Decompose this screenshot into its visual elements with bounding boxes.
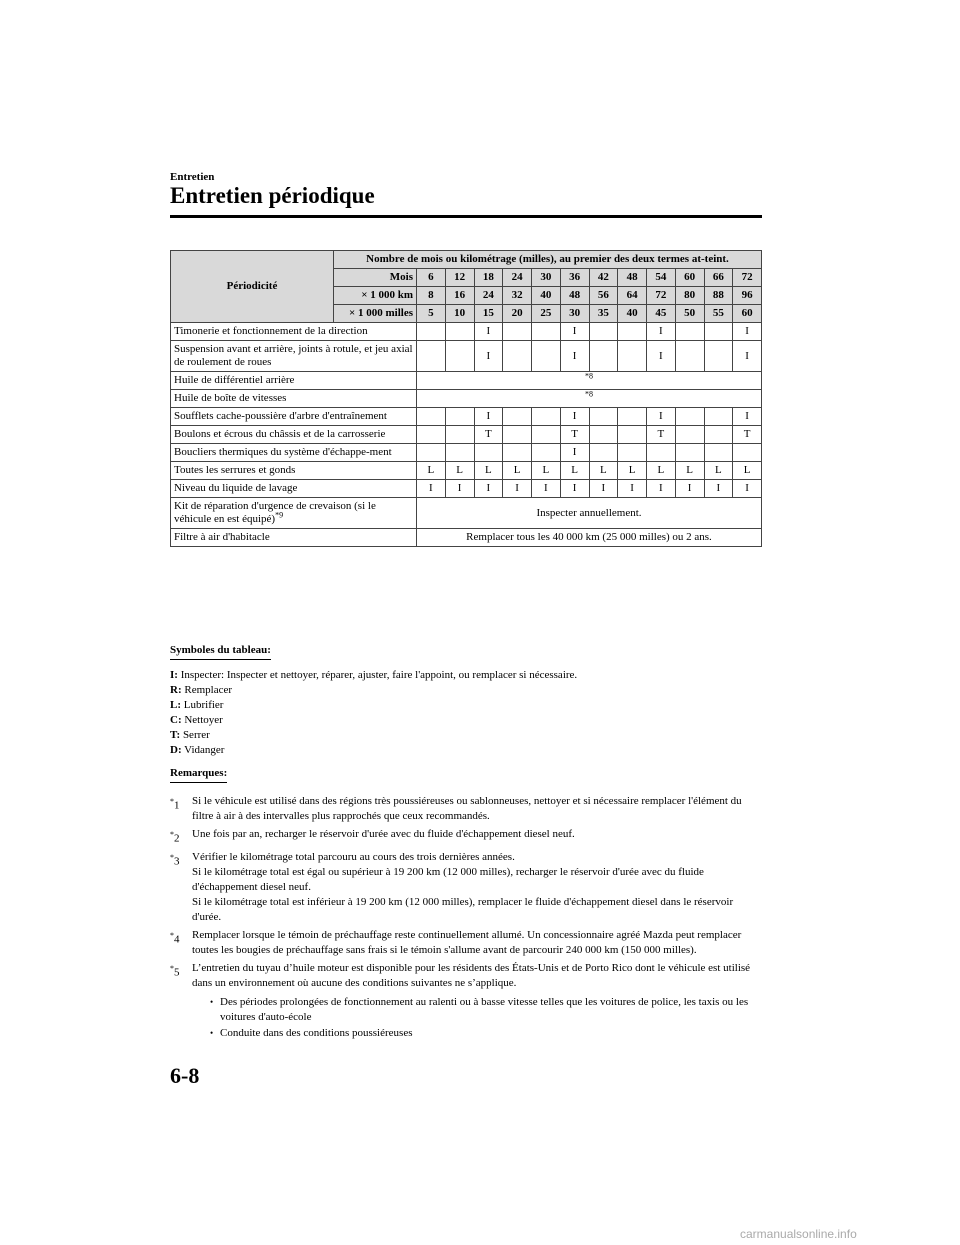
- interval-value: 64: [618, 287, 647, 305]
- item-cell: L: [417, 462, 446, 480]
- symbol-text: Serrer: [182, 729, 210, 741]
- item-cell: [532, 323, 561, 341]
- item-name: [171, 444, 417, 462]
- interval-value: 55: [704, 305, 733, 323]
- item-cell: I: [560, 480, 589, 498]
- item-name-text: Soufflets cache-poussière d'arbre d'entraînement: [174, 410, 387, 422]
- item-cell: I: [532, 480, 561, 498]
- item-name-text: Timonerie et fonctionnement de la direction: [174, 325, 368, 337]
- item-cell: [503, 408, 532, 426]
- item-name: [171, 498, 417, 529]
- symbol-entry: [170, 683, 762, 698]
- item-cell: [589, 408, 618, 426]
- item-cell: [503, 444, 532, 462]
- footnote-mark: *8: [585, 371, 593, 381]
- remark-mark: *: [170, 930, 174, 940]
- interval-value: 15: [474, 305, 503, 323]
- item-cell: L: [675, 462, 704, 480]
- remark-line: Si le véhicule est utilisé dans des régions très poussiéreuses ou sablonneuses, nettoyer et si nécessaire remplacer l'élément du filtre à air à des intervalles plus rapprochés que ceux recommandés.: [192, 795, 742, 822]
- item-name-text: Kit de réparation d'urgence de crevaison (si le véhicule en est équipé): [174, 500, 376, 525]
- item-name: [171, 462, 417, 480]
- item-name-text: Boulons et écrous du châssis et de la carrosserie: [174, 428, 386, 440]
- item-cell: [618, 426, 647, 444]
- remark-num: 2: [174, 832, 180, 845]
- symbol-entry: [170, 728, 762, 743]
- remark-text: [192, 928, 762, 958]
- item-cell: I: [474, 408, 503, 426]
- interval-value: 60: [733, 305, 762, 323]
- remark-number: [170, 827, 192, 847]
- item-cell: [445, 341, 474, 372]
- item-cell: I: [445, 480, 474, 498]
- item-cell: [532, 426, 561, 444]
- symbol-key: T:: [170, 729, 181, 741]
- item-cell: [733, 444, 762, 462]
- table-row: [171, 462, 762, 480]
- remark-mark: *: [170, 830, 174, 839]
- remark-mark: *: [170, 963, 174, 973]
- interval-value: 45: [647, 305, 676, 323]
- table-row: [171, 498, 762, 529]
- item-cell: I: [503, 480, 532, 498]
- interval-unit-label: × 1 000 km: [334, 287, 417, 305]
- interval-value: 72: [733, 269, 762, 287]
- item-cell: [675, 444, 704, 462]
- remark-line: Si le kilométrage total est inférieur à 19 200 km (12 000 milles), remplacer le fluide d'échappement diesel dans le réservoir d'urée.: [192, 895, 734, 923]
- item-name: [171, 529, 417, 547]
- interval-value: 40: [532, 287, 561, 305]
- interval-value: 96: [733, 287, 762, 305]
- interval-value: 35: [589, 305, 618, 323]
- interval-value: 25: [532, 305, 561, 323]
- remark-line: Si le kilométrage total est égal ou supérieur à 19 200 km (12 000 milles), recharger le réservoir d'urée avec du fluide d'échappement diesel neuf.: [192, 865, 704, 893]
- item-cell: I: [474, 341, 503, 372]
- interval-value: 5: [417, 305, 446, 323]
- interval-value: 12: [445, 269, 474, 287]
- item-name: [171, 372, 417, 390]
- item-name: [171, 341, 417, 372]
- item-cell: [675, 426, 704, 444]
- item-cell: [618, 408, 647, 426]
- item-name-text: Huile de différentiel arrière: [174, 374, 295, 386]
- item-cell: [675, 341, 704, 372]
- interval-value: 32: [503, 287, 532, 305]
- interval-value: 88: [704, 287, 733, 305]
- symbol-entry: [170, 743, 762, 758]
- item-cell: I: [733, 480, 762, 498]
- interval-value: 80: [675, 287, 704, 305]
- item-cell: I: [675, 480, 704, 498]
- item-cell: [474, 444, 503, 462]
- item-cell: L: [647, 462, 676, 480]
- interval-value: 16: [445, 287, 474, 305]
- item-cell: I: [560, 408, 589, 426]
- item-cell: L: [704, 462, 733, 480]
- remark-number: [170, 961, 192, 991]
- item-span-text: Remplacer tous les 40 000 km (25 000 milles) ou 2 ans.: [466, 531, 712, 543]
- item-cell: I: [733, 341, 762, 372]
- item-cell: [445, 426, 474, 444]
- item-cell: [532, 408, 561, 426]
- remark-number: [170, 794, 192, 824]
- item-name-text: Huile de boîte de vitesses: [174, 392, 287, 404]
- symbol-entry: [170, 713, 762, 728]
- item-cell: [618, 323, 647, 341]
- item-cell: I: [647, 408, 676, 426]
- remark-num: 3: [174, 855, 180, 868]
- notes-section: [170, 643, 762, 1042]
- item-cell: [704, 444, 733, 462]
- interval-unit-label: × 1 000 milles: [334, 305, 417, 323]
- periodicity-header: Périodicité: [171, 251, 334, 323]
- item-cell: [417, 444, 446, 462]
- item-cell: T: [474, 426, 503, 444]
- remark-item: [170, 850, 762, 925]
- item-cell: [704, 323, 733, 341]
- remark-number: [170, 850, 192, 925]
- item-cell: L: [532, 462, 561, 480]
- item-name: [171, 426, 417, 444]
- item-cell: [589, 323, 618, 341]
- symbol-key: D:: [170, 744, 182, 756]
- item-span-cell: [417, 372, 762, 390]
- interval-value: 42: [589, 269, 618, 287]
- item-cell: I: [560, 341, 589, 372]
- interval-value: 24: [474, 287, 503, 305]
- item-cell: [704, 341, 733, 372]
- item-cell: L: [618, 462, 647, 480]
- item-cell: [417, 408, 446, 426]
- item-cell: I: [733, 408, 762, 426]
- interval-value: 24: [503, 269, 532, 287]
- footnote-mark: *9: [275, 510, 284, 520]
- item-cell: [675, 408, 704, 426]
- item-cell: [675, 323, 704, 341]
- watermark: carmanualsonline.info: [740, 1227, 857, 1241]
- symbol-key: C:: [170, 714, 182, 726]
- interval-value: 36: [560, 269, 589, 287]
- symbol-entry: [170, 698, 762, 713]
- item-cell: I: [589, 480, 618, 498]
- item-name-text: Boucliers thermiques du système d'échappe-ment: [174, 446, 392, 458]
- interval-header: Nombre de mois ou kilométrage (milles), au premier des deux termes at-teint.: [334, 251, 762, 269]
- remark-line: Remplacer lorsque le témoin de préchauffage reste continuellement allumé. Un concessionnaire agréé Mazda peut remplacer toutes les bougies de préchauffage sans frais si le témoin s'allume avant de parcourir 240 000 km (150 000 milles).: [192, 928, 742, 956]
- item-cell: [445, 323, 474, 341]
- remark-item: [170, 928, 762, 958]
- remarks-heading: Remarques:: [170, 766, 227, 783]
- interval-value: 48: [560, 287, 589, 305]
- table-row: [171, 390, 762, 408]
- item-span-cell: [417, 529, 762, 547]
- page-title: Entretien périodique: [170, 183, 375, 208]
- item-name-text: Suspension avant et arrière, joints à rotule, et jeu axial de roulement de roues: [174, 343, 413, 368]
- table-row: [171, 529, 762, 547]
- item-span-cell: [417, 390, 762, 408]
- section-label: Entretien: [170, 171, 215, 183]
- remark-item: [170, 961, 762, 991]
- item-span-text: Inspecter annuellement.: [536, 506, 642, 519]
- item-cell: [532, 341, 561, 372]
- item-cell: I: [417, 480, 446, 498]
- title-divider: [170, 215, 762, 218]
- item-name: [171, 480, 417, 498]
- table-row: [171, 444, 762, 462]
- item-cell: I: [647, 323, 676, 341]
- table-row: [171, 372, 762, 390]
- item-cell: L: [503, 462, 532, 480]
- item-cell: [589, 444, 618, 462]
- symbol-entry: [170, 668, 762, 683]
- item-cell: I: [647, 480, 676, 498]
- item-cell: L: [474, 462, 503, 480]
- symbol-key: R:: [170, 684, 182, 696]
- item-cell: I: [733, 323, 762, 341]
- footnote-mark: *8: [585, 389, 593, 399]
- list-item: • Conduite dans des conditions poussiéreuses: [210, 1026, 762, 1041]
- interval-value: 20: [503, 305, 532, 323]
- remark-item: [170, 827, 762, 847]
- item-cell: I: [474, 323, 503, 341]
- remark-text: [192, 961, 762, 991]
- remark-text: [192, 794, 762, 824]
- symbol-text: Remplacer: [184, 684, 233, 696]
- item-cell: [647, 444, 676, 462]
- symbol-text: Inspecter: Inspecter et nettoyer, réparer, ajuster, faire l'appoint, ou remplacer si nécessaire.: [180, 669, 578, 681]
- remark-num: 4: [174, 933, 180, 946]
- table-row: [171, 480, 762, 498]
- interval-value: 40: [618, 305, 647, 323]
- item-cell: [417, 426, 446, 444]
- interval-value: 30: [532, 269, 561, 287]
- interval-value: 54: [647, 269, 676, 287]
- item-cell: I: [560, 323, 589, 341]
- item-cell: [704, 426, 733, 444]
- remark-line: L’entretien du tuyau d’huile moteur est disponible pour les résidents des États-Unis et de Porto Rico dont le véhicule est utilisé dans un environnement où aucune des conditions suivantes ne s’applique.: [192, 961, 751, 989]
- item-cell: [503, 323, 532, 341]
- interval-value: 56: [589, 287, 618, 305]
- interval-value: 50: [675, 305, 704, 323]
- remark-text: [192, 850, 762, 925]
- symbol-key: I:: [170, 669, 178, 681]
- item-span-cell: [417, 498, 762, 529]
- symbol-key: L:: [170, 699, 181, 711]
- list-item: • Des périodes prolongées de fonctionnement au ralenti ou à basse vitesse telles que les voitures de police, les taxis ou les voitures d'auto-école: [210, 995, 762, 1025]
- item-cell: L: [589, 462, 618, 480]
- interval-unit-label: Mois: [334, 269, 417, 287]
- remarks-list: [170, 794, 762, 991]
- symbols-list: [170, 668, 762, 758]
- item-cell: I: [474, 480, 503, 498]
- remark-text: [192, 827, 762, 847]
- remark-number: [170, 928, 192, 958]
- maintenance-schedule-table: [170, 250, 762, 547]
- item-name: [171, 390, 417, 408]
- interval-value: 8: [417, 287, 446, 305]
- item-cell: I: [647, 341, 676, 372]
- item-cell: [532, 444, 561, 462]
- item-name-text: Niveau du liquide de lavage: [174, 482, 298, 494]
- item-cell: T: [733, 426, 762, 444]
- item-cell: [417, 341, 446, 372]
- condition-bullets: [210, 995, 762, 1041]
- interval-value: 66: [704, 269, 733, 287]
- item-cell: [445, 444, 474, 462]
- symbol-text: Lubrifier: [183, 699, 224, 711]
- interval-value: 60: [675, 269, 704, 287]
- item-cell: T: [647, 426, 676, 444]
- item-cell: I: [704, 480, 733, 498]
- item-cell: [704, 408, 733, 426]
- table-row: [171, 408, 762, 426]
- interval-value: 18: [474, 269, 503, 287]
- interval-value: 30: [560, 305, 589, 323]
- item-name-text: Toutes les serrures et gonds: [174, 464, 296, 476]
- item-name-text: Filtre à air d'habitacle: [174, 531, 270, 543]
- item-cell: [503, 341, 532, 372]
- item-cell: [618, 341, 647, 372]
- remark-mark: *: [170, 797, 174, 806]
- item-cell: [618, 444, 647, 462]
- remark-line: Une fois par an, recharger le réservoir d'urée avec du fluide d'échappement diesel neuf.: [192, 828, 575, 840]
- item-name: [171, 323, 417, 341]
- item-cell: [445, 408, 474, 426]
- item-cell: [589, 341, 618, 372]
- symbols-heading: Symboles du tableau:: [170, 643, 271, 660]
- interval-value: 10: [445, 305, 474, 323]
- remark-num: 5: [174, 966, 180, 979]
- page-number: 6-8: [170, 1063, 200, 1088]
- symbol-text: Vidanger: [184, 744, 225, 756]
- item-cell: T: [560, 426, 589, 444]
- table-row: [171, 323, 762, 341]
- remark-line: Vérifier le kilométrage total parcouru au cours des trois dernières années.: [192, 850, 515, 863]
- symbol-text: Nettoyer: [184, 714, 223, 726]
- item-cell: [589, 426, 618, 444]
- interval-value: 6: [417, 269, 446, 287]
- item-name: [171, 408, 417, 426]
- item-cell: I: [618, 480, 647, 498]
- item-cell: I: [560, 444, 589, 462]
- remark-item: [170, 794, 762, 824]
- item-cell: [417, 323, 446, 341]
- item-cell: [503, 426, 532, 444]
- item-cell: L: [560, 462, 589, 480]
- remark-num: 1: [174, 799, 180, 812]
- interval-value: 48: [618, 269, 647, 287]
- item-cell: L: [445, 462, 474, 480]
- table-row: [171, 426, 762, 444]
- item-cell: L: [733, 462, 762, 480]
- interval-value: 72: [647, 287, 676, 305]
- table-row: [171, 341, 762, 372]
- remark-mark: *: [170, 852, 174, 862]
